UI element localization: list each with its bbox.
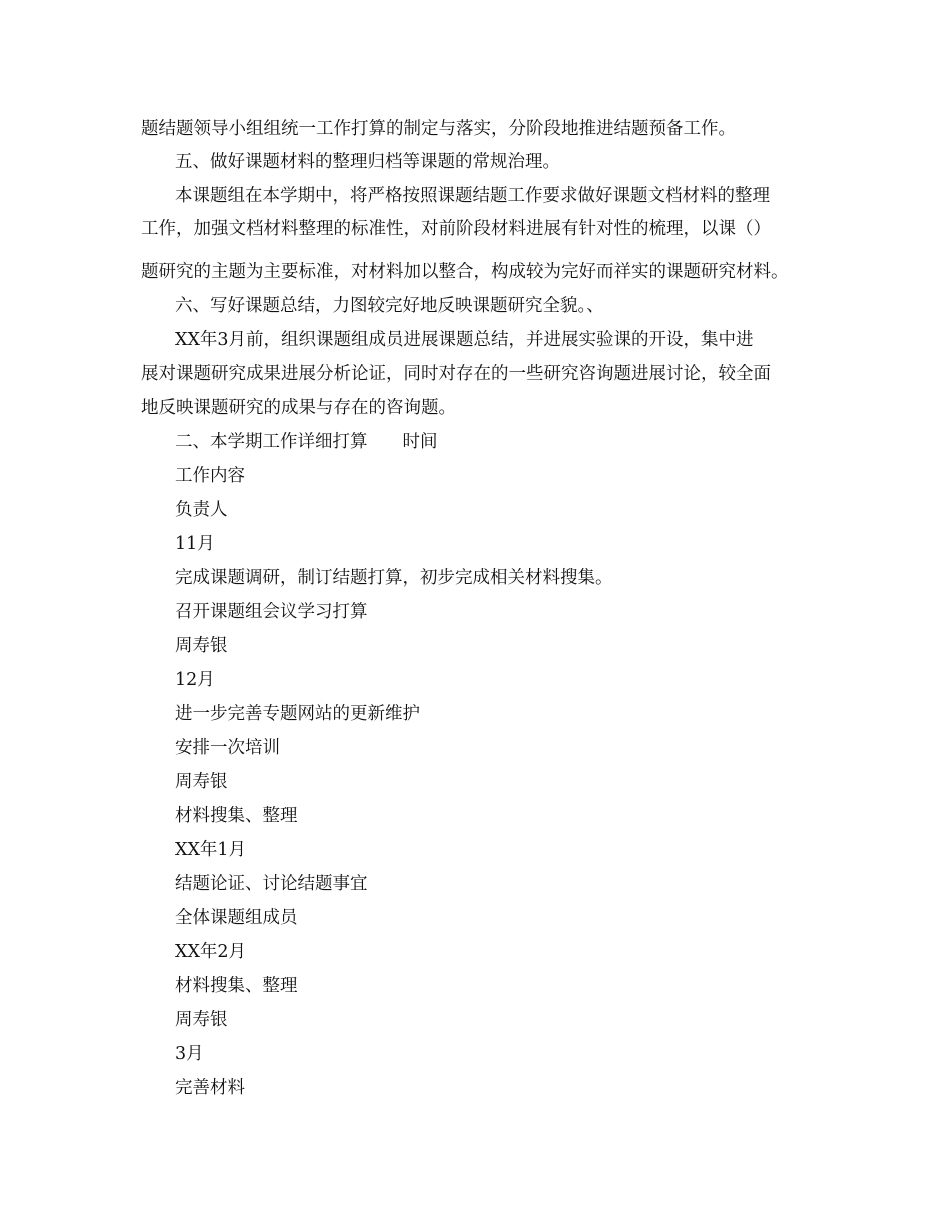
list-item: 材料搜集、整理 [175, 976, 298, 996]
paragraph-line-7: XX年3月前，组织课题组成员进展课题总结，并进展实验课的开设，集中进 [175, 330, 754, 350]
list-item: XX年2月 [175, 942, 247, 962]
list-item: XX年1月 [175, 840, 247, 860]
list-item: 材料搜集、整理 [175, 806, 298, 826]
section-heading-plan: 二、本学期工作详细打算 时间 [175, 432, 438, 452]
list-item: 完成课题调研，制订结题打算，初步完成相关材料搜集。 [175, 568, 613, 588]
list-item: 结题论证、讨论结题事宜 [175, 874, 368, 894]
list-item: 进一步完善专题网站的更新维护 [175, 704, 420, 724]
list-item: 3月 [175, 1044, 204, 1064]
paragraph-line-1: 题结题领导小组组统一工作打算的制定与落实，分阶段地推进结题预备工作。 [141, 119, 736, 139]
list-item: 全体课题组成员 [175, 908, 298, 928]
paragraph-line-9: 地反映课题研究的成果与存在的咨询题。 [141, 398, 456, 418]
list-item: 周寿银 [175, 772, 228, 792]
section-heading-6: 六、写好课题总结，力图较完好地反映课题研究全貌。、 [175, 296, 604, 316]
list-item: 负责人 [175, 500, 228, 520]
section-heading-5: 五、做好课题材料的整理归档等课题的常规治理。 [175, 152, 560, 172]
paragraph-line-4: 工作，加强文档材料整理的标准性，对前阶段材料进展有针对性的梳理，以课（） [141, 219, 771, 239]
paragraph-line-8: 展对课题研究成果进展分析论证，同时对存在的一些研究咨询题进展讨论，较全面 [141, 364, 771, 384]
list-item: 工作内容 [175, 466, 245, 486]
list-item: 周寿银 [175, 1010, 228, 1030]
list-item: 安排一次培训 [175, 738, 280, 758]
list-item: 11月 [175, 534, 215, 554]
list-item: 完善材料 [175, 1078, 245, 1098]
paragraph-line-5: 题研究的主题为主要标准，对材料加以整合，构成较为完好而祥实的课题研究材料。 [141, 262, 789, 282]
list-item: 召开课题组会议学习打算 [175, 602, 368, 622]
list-item: 周寿银 [175, 636, 228, 656]
list-item: 12月 [175, 670, 215, 690]
paragraph-line-3: 本课题组在本学期中，将严格按照课题结题工作要求做好课题文档材料的整理 [175, 186, 770, 206]
